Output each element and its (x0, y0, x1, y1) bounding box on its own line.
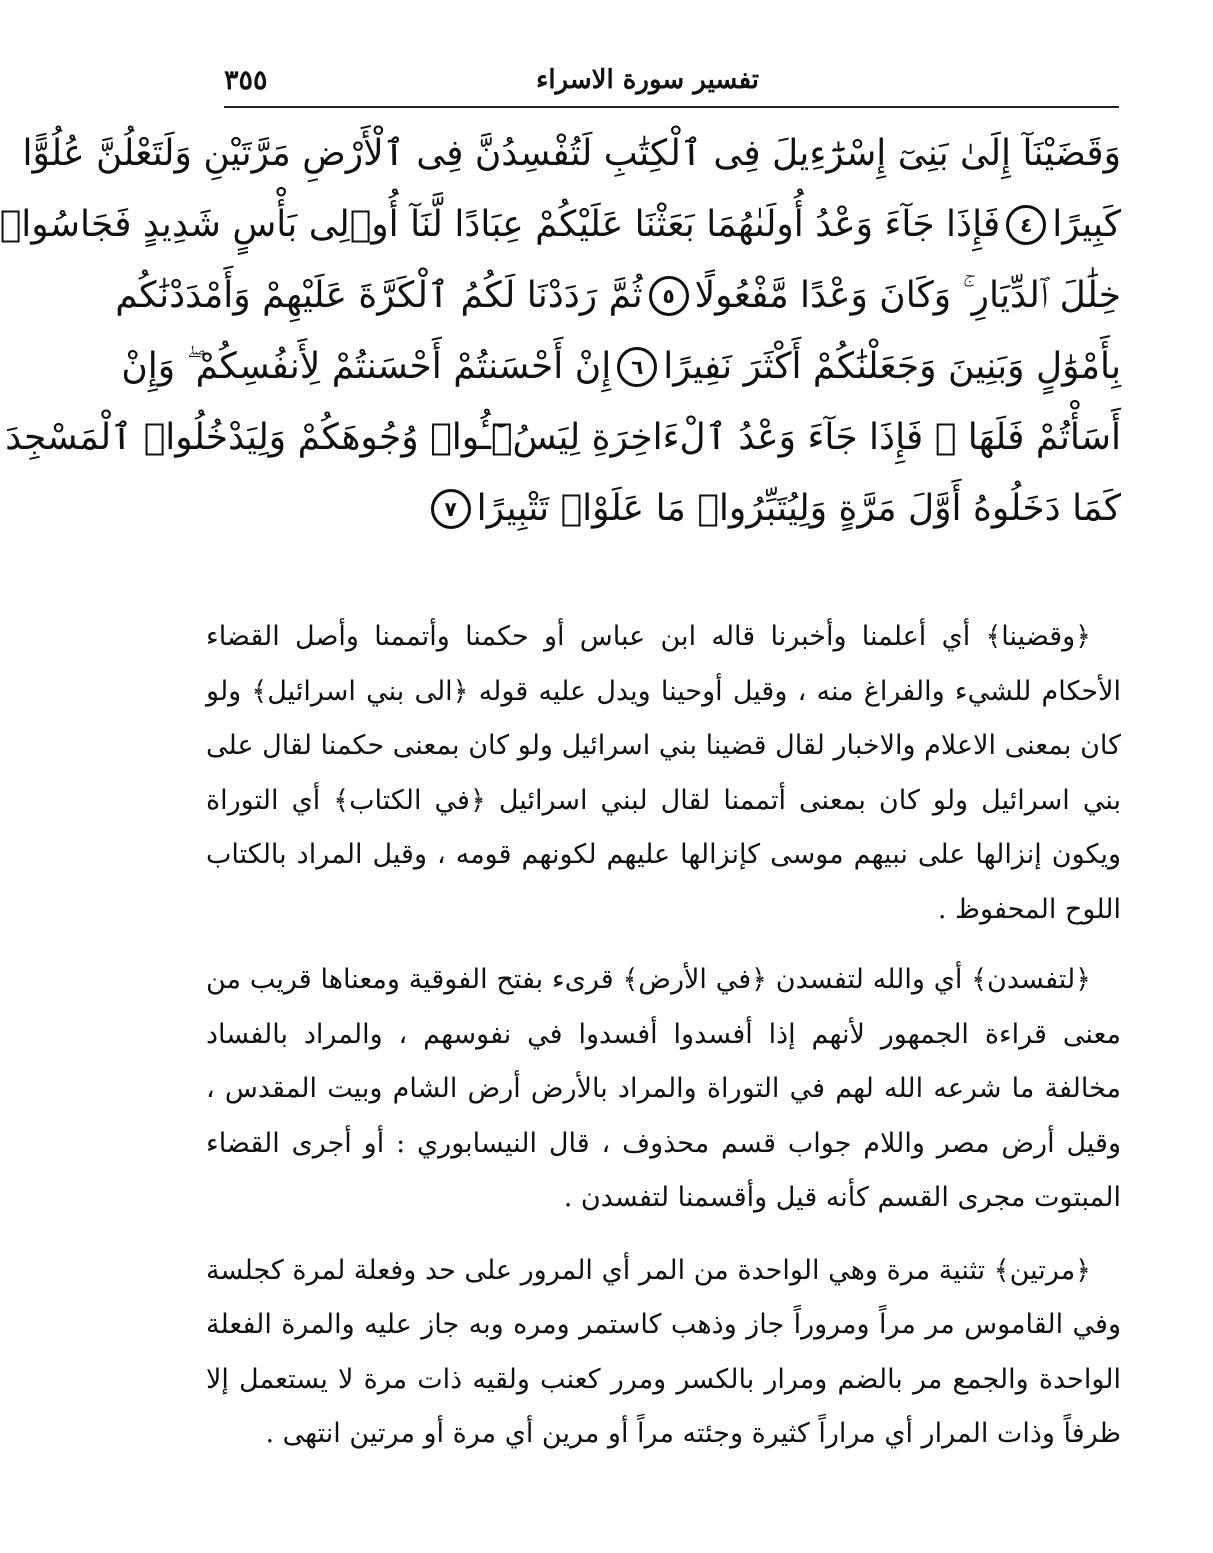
page-number: ٣٥٥ (224, 64, 268, 96)
commentary-paragraph: ﴿وقضينا﴾ أي أعلمنا وأخبرنا قاله ابن عباس أو حكمنا وأتممنا وأصل القضاء الأحكام للشيء والفراغ منه ، وقيل أوحينا ويدل عليه قوله ﴿الى بني اسرائيل﴾ ولو كان بمعنى الاعلام والاخبار لقال قضينا بني اسرائيل ولو كان بمعنى حكمنا لقال على بني اسرائيل ولو كان بمعنى أتممنا لقال لبني اسرائيل ﴿في الكتاب﴾ أي التوراة ويكون إنزالها على نبيهم موسى كإنزالها عليهم لكونهم قومه ، وقيل المراد بالكتاب اللوح المحفوظ . (206, 621, 1122, 925)
commentary-body (206, 610, 1121, 1478)
quran-text: ثُمَّ رَدَدْنَا لَكُمُ ٱلْكَرَّةَ عَلَيْهِمْ وَأَمْدَدْنَٰكُم (115, 275, 643, 316)
quran-text: فَإِذَا جَآءَ وَعْدُ أُولَىٰهُمَا بَعَثْنَا عَلَيْكُمْ عِبَادًا لَّنَآ أُو۟لِى بَأْسٍ شَدِيدٍ فَجَاسُوا۟ (0, 204, 1001, 245)
verse-number-marker: ٦ (617, 347, 657, 387)
quran-line (22, 118, 1121, 189)
verse-number-marker: ٥ (649, 276, 689, 316)
quran-line (0, 189, 1121, 260)
quran-line (206, 473, 1121, 544)
quran-text: خِلَٰلَ ٱلدِّيَارِ ۚ وَكَانَ وَعْدًا مَّفْعُولًا (694, 274, 1121, 316)
quran-line (121, 331, 1121, 402)
page-header (224, 58, 1119, 102)
quran-verses-block (0, 118, 1121, 544)
verse-number-marker: ٤ (1006, 205, 1046, 245)
verse-number-marker: ٧ (431, 489, 471, 529)
quran-text: إِنْ أَحْسَنتُمْ أَحْسَنتُمْ لِأَنفُسِكُمْ ۖ وَإِنْ (121, 345, 612, 387)
quran-text: كَبِيرًا (1052, 204, 1121, 245)
quran-text: كَمَا دَخَلُوهُ أَوَّلَ مَرَّةٍ وَلِيُتَبِّرُوا۟ مَا عَلَوْا۟ تَتْبِيرًا (476, 488, 1121, 529)
page-title: تفسير سورة الاسراء (536, 65, 759, 95)
commentary-paragraph: ﴿لتفسدن﴾ أي والله لتفسدن ﴿في الأرض﴾ قرىء بفتح الفوقية ومعناها قريب من معنى قراءة الجمهور لأنهم إذا أفسدوا أفسدوا في نفوسهم ، والمراد بالفساد مخالفة ما شرعه الله لهم في التوراة والمراد بالأرض أرض الشام وبيت المقدس ، وقيل أرض مصر واللام جواب قسم محذوف ، قال النيسابوري : أو أجرى القضاء المبتوت مجرى القسم كأنه قيل وأقسمنا لتفسدن . (206, 964, 1121, 1213)
quran-text: وَقَضَيْنَآ إِلَىٰ بَنِىٓ إِسْرَٰٓءِيلَ فِى ٱلْكِتَٰبِ لَتُفْسِدُنَّ فِى ٱلْأَرْضِ مَرَّتَيْنِ وَلَتَعْلُنَّ عُلُوًّا (22, 133, 1121, 174)
commentary-paragraph: ﴿مرتين﴾ تثنية مرة وهي الواحدة من المر أي المرور على حد وفعلة لمرة كجلسة وفي القاموس مر مراً ومروراً جاز وذهب كاستمر ومره وبه جاز عليه والمرة الفعلة الواحدة والجمع مر بالضم ومرار بالكسر ومرر كعنب ولقيه ذات مرة لا يستعمل إلا ظرفاً وذات المرار أي مراراً كثيرة وجئته مراً أو مرين أي مرة أو مرتين انتهى . (206, 1254, 1121, 1449)
quran-text: بِأَمْوَٰلٍ وَبَنِينَ وَجَعَلْنَٰكُمْ أَكْثَرَ نَفِيرًا (663, 346, 1121, 387)
quran-line (115, 260, 1121, 331)
header-divider (224, 106, 1119, 108)
quran-line (5, 402, 1121, 473)
quran-text: أَسَأْتُمْ فَلَهَا ۚ فَإِذَا جَآءَ وَعْدُ ٱلْءَاخِرَةِ لِيَسُۥٓـُٔوا۟ وُجُوهَكُمْ وَلِيَدْخُلُوا۟ ٱلْمَسْجِدَ (5, 417, 1121, 458)
